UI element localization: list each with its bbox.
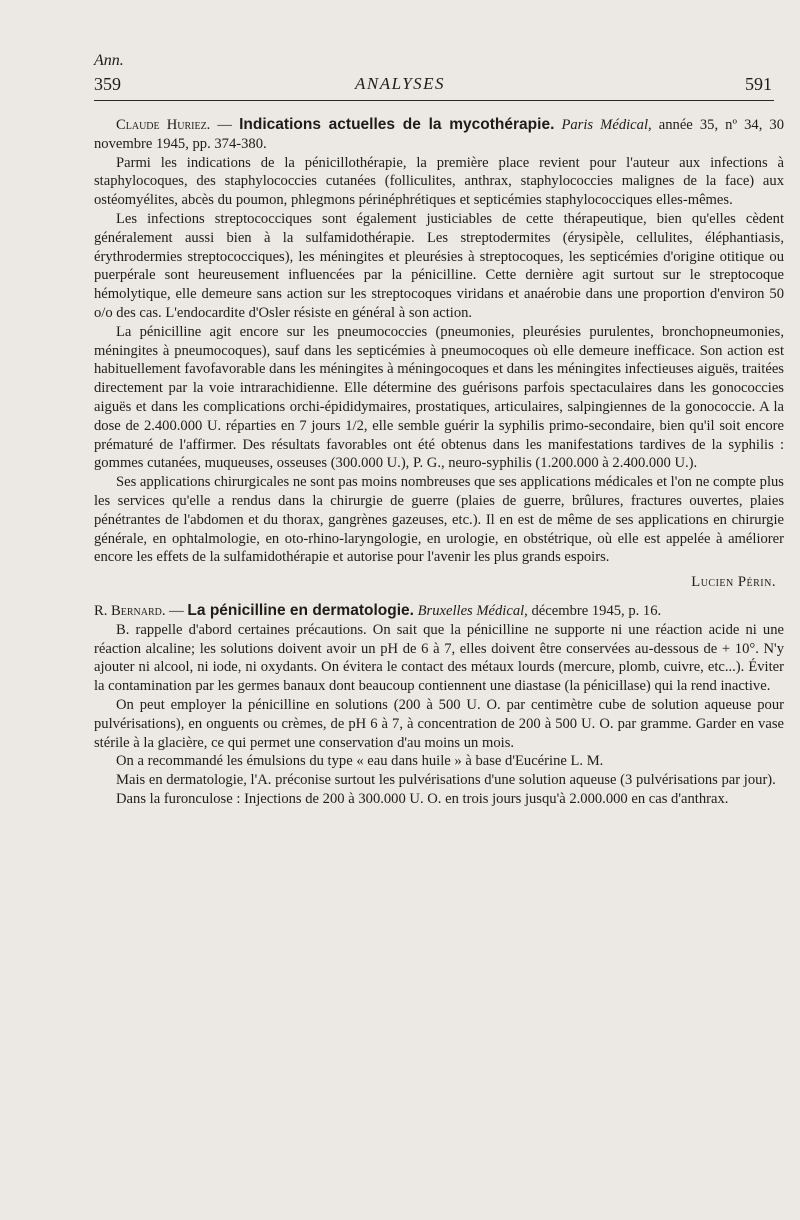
- entry2-details: décembre 1945, p. 16.: [527, 602, 662, 619]
- right-page-number: 591: [745, 74, 772, 94]
- entry2-source: Bruxelles Médical,: [417, 602, 528, 619]
- entry2-paragraph: On a recommandé les émulsions du type « eau dans huile » à base d'Eucérine L. M.: [116, 753, 604, 770]
- entry1-paragraph: Parmi les indications de la pénicillothérapie, la première place revient pour l'auteur aux infections à staphylocoques, des staphylococcies cutanées (folliculites, anthrax, staphylococcies malignes de la face) aux ostéomyélites, abcès du poumon, phlegmons périnéphrétiques et septicémies staphylococciques elles-mêmes.: [94, 154, 784, 209]
- entry1-paragraph: Ses applications chirurgicales ne sont pas moins nombreuses que ses applications médicales et l'on ne compte plus les services qu'elle a rendus dans la chirurgie de guerre (plaies de guerre, brûlures, fractures ouvertes, plaies pénétrantes de l'abdomen et du thorax, gangrènes gazeuses, etc.). Il en est de même de ses applications en chirurgie générale, en ophtalmologie, en oto-rhino-laryngologie, en urologie, en obstétrique, où elle est appelée à améliorer encore les effets de la sulfamidothérapie et autorise pour l'avenir les plus grands espoirs.: [94, 474, 784, 566]
- entry1-dash: —: [210, 117, 240, 133]
- entry2-paragraph: B. rappelle d'abord certaines précautions. On sait que la pénicilline ne supporte ni une réaction acide ni une réaction alcaline; les solutions doivent avoir un pH de 6 à 7, elles doivent être conservées au-dessous de + 10°. N'y ajouter ni alcool, ni iode, ni oxydants. On évitera le contact des métaux lourds (mercure, plomb, cuivre, etc...). Éviter la contamination par les germes banaux dont beaucoup contiennent une diastase (la pénicillase) qui la rend inactive.: [94, 621, 784, 695]
- entry1-source: Paris Médical,: [561, 117, 652, 133]
- entry1-details: année 35, nº 34, 30 novembre 1945, pp. 374-380.: [94, 117, 785, 152]
- section-title: ANALYSES: [354, 74, 446, 93]
- entry1-signature: Lucien Périn.: [691, 574, 776, 591]
- entry2-title: La pénicilline en dermatologie.: [187, 601, 414, 619]
- left-page-number: 359: [94, 74, 121, 94]
- entry2-paragraph: Dans la furonculose : Injections de 200 à 300.000 U. O. en trois jours jusqu'à 2.000.000 en cas d'anthrax.: [116, 790, 729, 807]
- article-body: [94, 116, 784, 809]
- entry2-dash: —: [165, 602, 188, 619]
- entry1-citation: [94, 116, 784, 154]
- journal-abbreviation: Ann.: [94, 52, 124, 69]
- entry2-citation: [94, 602, 784, 621]
- entry2-paragraph: On peut employer la pénicilline en solutions (200 à 500 U. O. par centimètre cube de solution aqueuse pour pulvérisations), en onguents ou crèmes, de pH 6 à 7, à concentration de 200 à 500 U. O. par gramme. Garder en vase stérile à la glacière, ce qui permet une conservation d'au moins un mois.: [94, 696, 784, 751]
- entry1-title: Indications actuelles de la mycothérapie.: [239, 116, 555, 133]
- entry1-paragraph: La pénicilline agit encore sur les pneumococcies (pneumonies, pleurésies purulentes, bronchopneumonies, méningites à pneumocoques), sauf dans les septicémies à pneumocoques où elle demeure inefficace. Son action est habituellement favofavorable dans les méningites à méningocoques et dans les méningites infectieuses aiguës, traitées directement par la voie intrarachidienne. Elle détermine des guérisons parfois spectaculaires dans les gonococcies aiguës et dans les complications orchi-épididymaires, prostatiques, articulaires, salpingiennes de la gonococcie. A la dose de 2.400.000 U. réparties en 7 jours 1/2, elle semble guérir la syphilis primo-secondaire, bien qu'il soit encore prématuré de l'affirmer. Des résultats favorables ont été obtenus dans les manifestations tardives de la syphilis : gommes cutanées, muqueuses, osseuses (300.000 U.), P. G., neuro-syphilis (1.200.000 à 2.400.000 U.).: [94, 323, 784, 472]
- entry2-paragraph: Mais en dermatologie, l'A. préconise surtout les pulvérisations d'une solution aqueuse (3 pulvérisations par jour).: [116, 772, 776, 789]
- header-rule: [94, 100, 774, 101]
- entry2-author: R. Bernard.: [94, 602, 166, 619]
- entry1-author: Claude Huriez.: [116, 117, 211, 133]
- entry1-paragraph: Les infections streptococciques sont également justiciables de cette thérapeutique, bien qu'elles cèdent généralement aussi bien à la sulfamidothérapie. Les streptodermites (érysipèle, cellulites, éléphantiasis, érythrodermies streptococciques), les méningites et pleurésies à streptocoques, les septicémies d'origine otitique ou puerpérale sont heureusement influencées par la pénicilline. Cette dernière agit surtout sur le streptocoque hémolytique, elle demeure sans action sur les streptocoques viridans et anaérobie dans une proportion d'environ 50 o/o des cas. L'endocardite d'Osler résiste en général à son action.: [94, 210, 784, 321]
